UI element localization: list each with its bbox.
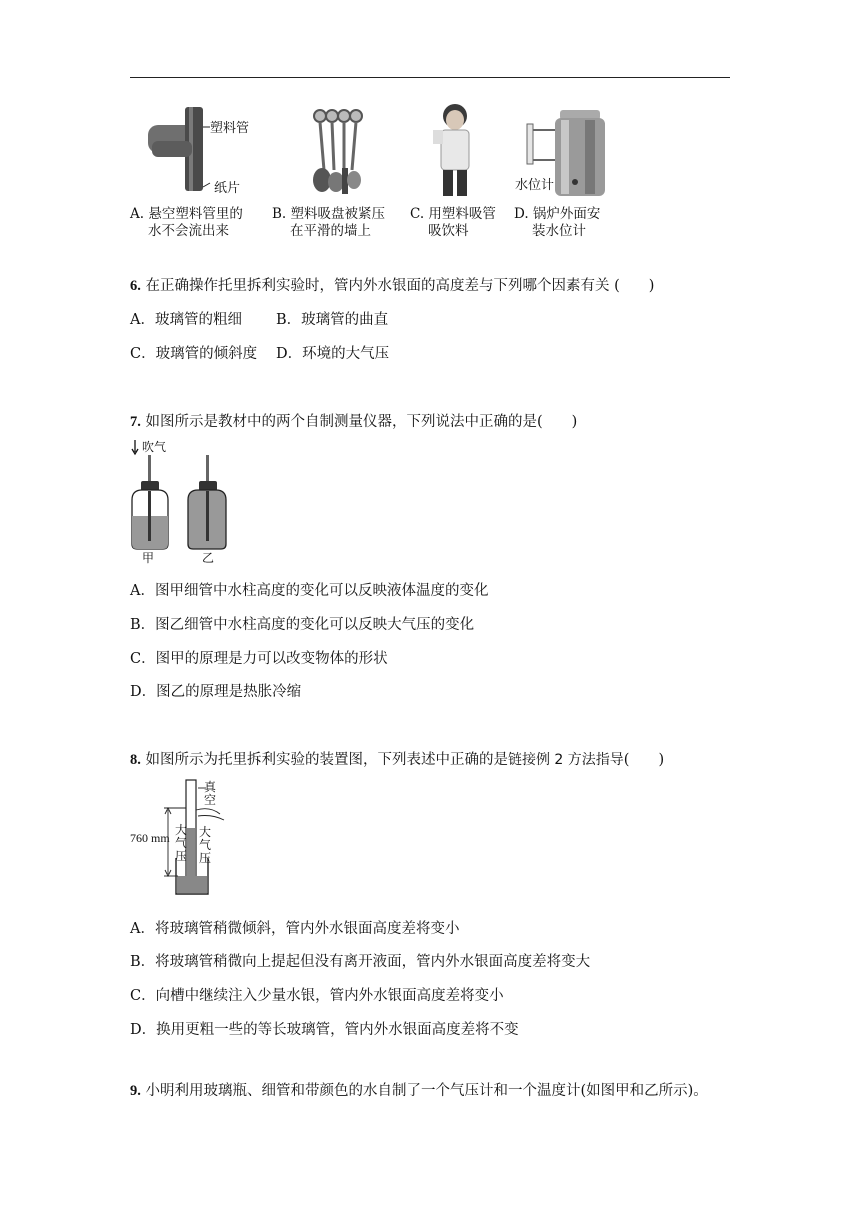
question-text: 如图所示为托里拆利实验的装置图，下列表述中正确的是 xyxy=(145,752,508,768)
method-link[interactable]: 链接例 2 方法指导 xyxy=(507,752,624,768)
figure-c xyxy=(425,100,495,200)
q8-option-a: A．将玻璃管稍微倾斜，管内外水银面高度差将变小 xyxy=(130,921,460,937)
q7-option-c: C．图甲的原理是力可以改变物体的形状 xyxy=(130,651,388,667)
question-text: 小明利用玻璃瓶、细管和带颜色的水自制了一个气压计和一个温度计(如图甲和乙所示)。 xyxy=(145,1083,708,1099)
figure-c-image xyxy=(425,100,495,200)
answer-paren: ( ) xyxy=(614,278,655,294)
atm-char: 气 xyxy=(175,836,188,850)
question-9 xyxy=(130,1079,708,1100)
figure-a-caption-2: 水不会流出来 xyxy=(148,223,229,239)
figure-d-caption-1: D. 锅炉外面安 xyxy=(514,206,601,222)
atm-char: 压 xyxy=(175,849,188,863)
q6-option-c: C．玻璃管的倾斜度 xyxy=(130,346,258,362)
q7-figure-yi-label: 乙 xyxy=(202,551,215,565)
q7-option-b: B．图乙细管中水柱高度的变化可以反映大气压的变化 xyxy=(130,617,475,633)
q7-figure-jia-label: 甲 xyxy=(142,551,155,565)
question-number: 6. xyxy=(130,278,141,294)
figure-d-caption-2: 装水位计 xyxy=(532,223,586,239)
q8-figure-atm-label-right xyxy=(199,826,211,865)
q7-option-a: A．图甲细管中水柱高度的变化可以反映液体温度的变化 xyxy=(130,583,489,599)
figure-b-caption-2: 在平滑的墙上 xyxy=(290,223,371,239)
figure-c-caption-1: C. 用塑料吸管 xyxy=(410,206,496,222)
q8-figure xyxy=(128,776,238,901)
figure-a-image xyxy=(130,95,265,200)
q8-figure-atm-label-left xyxy=(175,824,187,863)
q8-option-d: D．换用更粗一些的等长玻璃管，管内外水银面高度差将不变 xyxy=(130,1022,519,1038)
answer-paren: ( ) xyxy=(536,414,578,430)
atm-char: 大 xyxy=(175,823,188,837)
q7-figure-blow-label: 吹气 xyxy=(142,440,167,454)
atm-char: 压 xyxy=(199,851,212,865)
figure-a-label-paper: 纸片 xyxy=(214,181,241,196)
q6-option-d: D．环境的大气压 xyxy=(276,346,390,362)
figure-b-image xyxy=(300,100,380,200)
header-rule xyxy=(130,77,730,78)
figure-b-caption-1: B. 塑料吸盘被紧压 xyxy=(272,206,386,222)
question-text: 在正确操作托里拆利实验时，管内外水银面的高度差与下列哪个因素有关 xyxy=(145,278,610,294)
question-text: 如图所示是教材中的两个自制测量仪器，下列说法中正确的是 xyxy=(145,414,537,430)
q7-option-d: D．图乙的原理是热胀冷缩 xyxy=(130,684,302,700)
q8-figure-height-label: 760 mm xyxy=(130,831,170,845)
figure-d xyxy=(515,98,610,203)
figure-c-caption-2: 吸饮料 xyxy=(428,223,469,239)
q7-figure xyxy=(128,438,238,563)
question-number: 9. xyxy=(130,1083,141,1099)
figure-a-label-tube: 塑料管 xyxy=(210,121,250,136)
figure-d-label-gauge: 水位计 xyxy=(515,178,555,193)
figure-b xyxy=(300,100,380,200)
q7-figure-bottles xyxy=(128,438,238,563)
q8-figure-vacuum-label-1: 真 xyxy=(204,780,217,794)
q8-option-b: B．将玻璃管稍微向上提起但没有离开液面，管内外水银面高度差将变大 xyxy=(130,954,591,970)
question-number: 7. xyxy=(130,414,141,430)
q8-figure-vacuum-label-2: 空 xyxy=(204,793,217,807)
question-8 xyxy=(130,748,664,769)
question-7 xyxy=(130,410,577,431)
question-6 xyxy=(130,274,654,295)
figure-a-caption-1: A. 悬空塑料管里的 xyxy=(130,206,243,222)
q8-option-c: C．向槽中继续注入少量水银，管内外水银面高度差将变小 xyxy=(130,988,504,1004)
q6-option-a: A．玻璃管的粗细 xyxy=(130,312,242,328)
answer-paren: ( ) xyxy=(623,752,665,768)
atm-char: 气 xyxy=(199,838,212,852)
question-number: 8. xyxy=(130,752,141,768)
q6-option-b: B．玻璃管的曲直 xyxy=(276,312,389,328)
atm-char: 大 xyxy=(199,825,212,839)
